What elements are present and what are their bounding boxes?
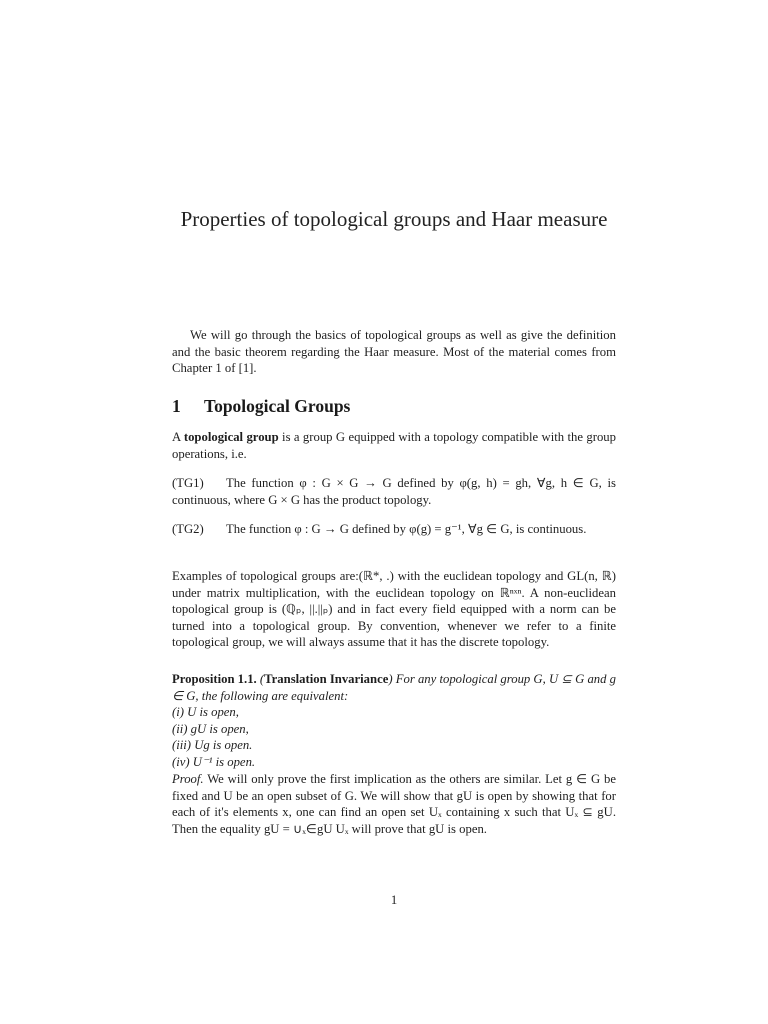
- proposition-name-open: (: [259, 672, 265, 686]
- section-title: Topological Groups: [204, 396, 351, 416]
- tg2-item: [172, 521, 616, 538]
- proof-text: We will only prove the first implication as the others are similar. Let g ∈ G be fixed and U be an open subset of G. We will show that gU is open by showing that for each of it's elements x, one can find an open set Uₓ containing x such that Uₓ ⊆ gU. Then the equality gU = ∪ₓ∈gU Uₓ will prove that gU is open.: [172, 772, 616, 836]
- page-number: 1: [390, 893, 398, 907]
- tg1-item: [172, 475, 616, 508]
- proposition-statement: For any topological group G, U ⊆ G and g ∈ G, the following are equivalent:: [172, 672, 616, 703]
- proof-label: Proof.: [172, 772, 204, 786]
- proposition-name-close: ): [388, 672, 393, 686]
- definition-term: topological group: [183, 430, 279, 444]
- proposition-item-iv: (iv) U⁻¹ is open.: [172, 754, 256, 769]
- paper-title: Properties of topological groups and Haar measure: [180, 207, 608, 231]
- paper-page: [172, 0, 616, 1024]
- definition-paragraph: [172, 429, 616, 462]
- abstract: We will go through the basics of topological groups as well as give the definition and the basic theorem regarding the Haar measure. Most of the material comes from Chapter 1 of [1].: [172, 328, 616, 375]
- proposition-item-iii: (iii) Ug is open.: [172, 738, 253, 752]
- tg2-text: The function φ : G → G defined by φ(g) = g⁻¹, ∀g ∈ G, is continuous.: [226, 522, 587, 536]
- proposition-item-ii: (ii) gU is open,: [172, 721, 249, 736]
- examples-paragraph: Examples of topological groups are:(ℝ*, .) with the euclidean topology and GL(n, ℝ) under matrix multiplication, with the euclidean topology on ℝⁿˣⁿ. A non-euclidean topological group is (ℚₚ, ||.||ₚ) and in fact every field equipped with a norm can be turned into a topological group. By convention, whenever we refer to a finite topological group, we will always assume that it has the discrete topology.: [172, 569, 616, 649]
- section-number: 1: [172, 396, 181, 416]
- proposition: [172, 671, 616, 770]
- definition-prefix: A: [172, 430, 184, 444]
- tg2-label: (TG2): [172, 522, 204, 536]
- section-heading: [172, 396, 616, 417]
- definition-rest: is a group G equipped with a topology compatible with the group operations, i.e.: [172, 430, 616, 461]
- tg1-text: The function φ : G × G → G defined by φ(g, h) = gh, ∀g, h ∈ G, is continuous, where G × G has the product topology.: [172, 476, 616, 507]
- proposition-name: Translation Invariance: [264, 672, 389, 686]
- tg1-label: (TG1): [172, 476, 204, 490]
- proposition-label: Proposition 1.1.: [172, 672, 257, 686]
- proposition-item-i: (i) U is open,: [172, 705, 239, 719]
- proof-paragraph: [172, 771, 616, 837]
